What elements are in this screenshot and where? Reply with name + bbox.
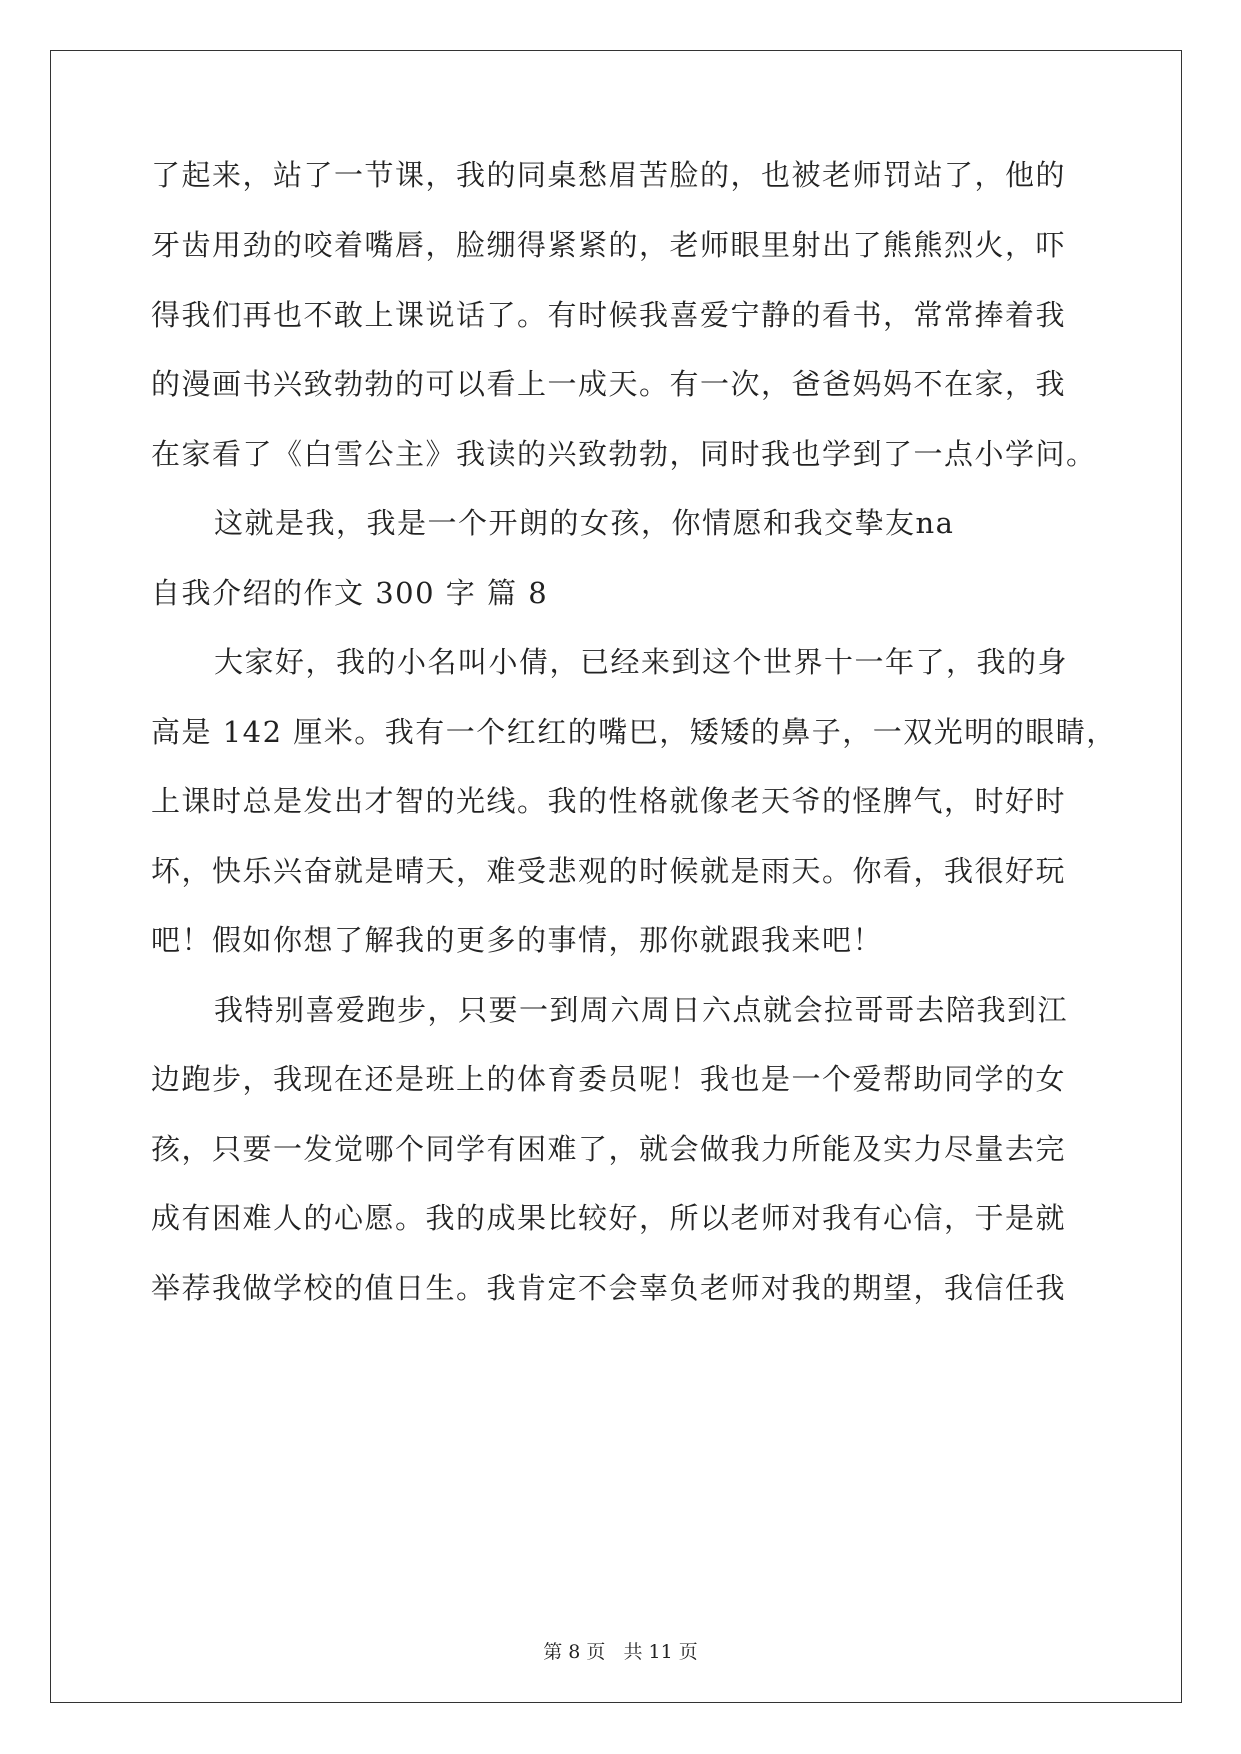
page-total: 共 11 页 [623, 1641, 698, 1663]
text-line: 我特别喜爱跑步，只要一到周六周日六点就会拉哥哥去陪我到江 [214, 993, 1069, 1027]
text-line: 吧！假如你想了解我的更多的事情，那你就跟我来吧！ [151, 923, 884, 957]
text-line: 牙齿用劲的咬着嘴唇，脸绷得紧紧的，老师眼里射出了熊熊烈火，吓 [151, 228, 1067, 262]
text-line: 的漫画书兴致勃勃的可以看上一成天。有一次，爸爸妈妈不在家，我 [151, 367, 1067, 401]
text-line: 这就是我，我是一个开朗的女孩，你情愿和我交挚友na [214, 506, 955, 540]
text-line: 高是 142 厘米。我有一个红红的嘴巴，矮矮的鼻子，一双光明的眼睛， [151, 715, 1117, 749]
page-footer [0, 1640, 1241, 1664]
text-line: 上课时总是发出才智的光线。我的性格就像老天爷的怪脾气，时好时 [151, 784, 1067, 818]
text-line: 在家看了《白雪公主》我读的兴致勃勃，同时我也学到了一点小学问。 [151, 437, 1097, 471]
page-number: 第 8 页 [543, 1641, 606, 1663]
text-line: 得我们再也不敢上课说话了。有时候我喜爱宁静的看书，常常捧着我 [151, 298, 1067, 332]
text-line: 成有困难人的心愿。我的成果比较好，所以老师对我有心信，于是就 [151, 1201, 1067, 1235]
text-line: 举荐我做学校的值日生。我肯定不会辜负老师对我的期望，我信任我 [151, 1271, 1067, 1305]
text-line: 坏，快乐兴奋就是晴天，难受悲观的时候就是雨天。你看，我很好玩 [151, 854, 1067, 888]
text-line: 了起来，站了一节课，我的同桌愁眉苦脸的，也被老师罚站了，他的 [151, 158, 1067, 192]
section-heading: 自我介绍的作文 300 字 篇 8 [151, 576, 549, 610]
text-line: 大家好，我的小名叫小倩，已经来到这个世界十一年了，我的身 [214, 645, 1069, 679]
text-line: 孩，只要一发觉哪个同学有困难了，就会做我力所能及实力尽量去完 [151, 1132, 1067, 1166]
text-line: 边跑步，我现在还是班上的体育委员呢！我也是一个爱帮助同学的女 [151, 1062, 1067, 1096]
